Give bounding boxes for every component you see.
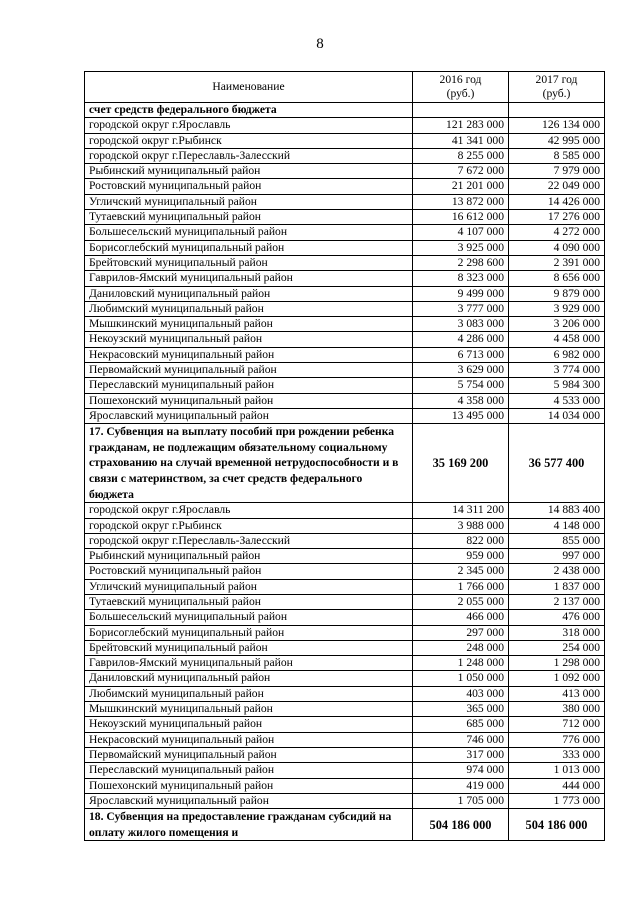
row-value-2017: 476 000 (509, 610, 605, 625)
row-value-2016: 317 000 (413, 747, 509, 762)
row-value-2016: 466 000 (413, 610, 509, 625)
table-row (85, 271, 605, 286)
table-row (85, 133, 605, 148)
row-name: Первомайский муниципальный район (85, 747, 413, 762)
row-value-2016: 41 341 000 (413, 133, 509, 148)
section-total-2016: 504 186 000 (413, 809, 509, 841)
row-value-2017: 1 092 000 (509, 671, 605, 686)
row-value-2016: 2 345 000 (413, 564, 509, 579)
row-name: Большесельский муниципальный район (85, 610, 413, 625)
row-value-2016: 5 754 000 (413, 378, 509, 393)
row-value-2016: 822 000 (413, 533, 509, 548)
row-name: Борисоглебский муниципальный район (85, 625, 413, 640)
row-name: Некоузский муниципальный район (85, 717, 413, 732)
row-name: Ярославский муниципальный район (85, 793, 413, 808)
row-name: Пошехонский муниципальный район (85, 778, 413, 793)
table-row (85, 778, 605, 793)
row-name: Брейтовский муниципальный район (85, 255, 413, 270)
section-16-tail: счет средств федерального бюджета (85, 103, 413, 118)
row-name: Большесельский муниципальный район (85, 225, 413, 240)
section-title: 18. Субвенция на предоставление гражданам субсидий на оплату жилого помещения и (85, 809, 413, 841)
row-name: городской округ г.Переславль-Залесский (85, 533, 413, 548)
row-value-2016: 8 323 000 (413, 271, 509, 286)
row-value-2016: 3 777 000 (413, 301, 509, 316)
row-value-2016: 4 286 000 (413, 332, 509, 347)
row-value-2017: 3 929 000 (509, 301, 605, 316)
table-row (85, 210, 605, 225)
row-value-2017: 1 773 000 (509, 793, 605, 808)
row-value-2016: 2 055 000 (413, 594, 509, 609)
row-value-2017: 17 276 000 (509, 210, 605, 225)
row-value-2017: 4 272 000 (509, 225, 605, 240)
row-value-2016: 3 988 000 (413, 518, 509, 533)
row-value-2016: 685 000 (413, 717, 509, 732)
row-value-2017: 1 837 000 (509, 579, 605, 594)
section-16-tail-row (85, 103, 605, 118)
row-value-2016: 974 000 (413, 763, 509, 778)
row-name: Переславский муниципальный район (85, 763, 413, 778)
section-17-row (85, 424, 605, 503)
row-name: Любимский муниципальный район (85, 301, 413, 316)
row-name: Ростовский муниципальный район (85, 179, 413, 194)
row-name: Даниловский муниципальный район (85, 671, 413, 686)
table-row (85, 164, 605, 179)
table-row (85, 317, 605, 332)
row-name: Переславский муниципальный район (85, 378, 413, 393)
row-value-2017: 4 533 000 (509, 393, 605, 408)
row-name: городской округ г.Рыбинск (85, 133, 413, 148)
table-row (85, 240, 605, 255)
row-value-2017: 14 426 000 (509, 194, 605, 209)
row-value-2016: 4 107 000 (413, 225, 509, 240)
row-value-2017: 997 000 (509, 549, 605, 564)
table-row (85, 717, 605, 732)
column-header-2017: 2017 год (руб.) (509, 72, 605, 103)
row-name: Даниловский муниципальный район (85, 286, 413, 301)
row-value-2016: 248 000 (413, 640, 509, 655)
row-value-2017: 5 984 300 (509, 378, 605, 393)
table-row (85, 301, 605, 316)
table-row (85, 518, 605, 533)
row-value-2017: 2 391 000 (509, 255, 605, 270)
row-value-2016: 365 000 (413, 702, 509, 717)
row-value-2017: 1 298 000 (509, 656, 605, 671)
row-name: Некоузский муниципальный район (85, 332, 413, 347)
table-row (85, 533, 605, 548)
row-value-2017: 855 000 (509, 533, 605, 548)
row-value-2016: 16 612 000 (413, 210, 509, 225)
row-value-2016: 746 000 (413, 732, 509, 747)
row-value-2017: 42 995 000 (509, 133, 605, 148)
column-header-2016: 2016 год (руб.) (413, 72, 509, 103)
row-value-2016: 1 248 000 (413, 656, 509, 671)
table-row (85, 332, 605, 347)
table-row (85, 393, 605, 408)
row-value-2016: 403 000 (413, 686, 509, 701)
row-value-2017: 333 000 (509, 747, 605, 762)
row-name: городской округ г.Переславль-Залесский (85, 148, 413, 163)
table-row (85, 148, 605, 163)
row-value-2017: 380 000 (509, 702, 605, 717)
row-value-2016: 1 050 000 (413, 671, 509, 686)
row-value-2017: 712 000 (509, 717, 605, 732)
row-value-2017: 2 438 000 (509, 564, 605, 579)
row-value-2016: 3 083 000 (413, 317, 509, 332)
table-row (85, 732, 605, 747)
row-value-2017: 413 000 (509, 686, 605, 701)
row-value-2017: 7 979 000 (509, 164, 605, 179)
row-value-2016: 7 672 000 (413, 164, 509, 179)
row-value-2017: 2 137 000 (509, 594, 605, 609)
row-value-2017: 3 206 000 (509, 317, 605, 332)
column-header-name: Наименование (85, 72, 413, 103)
row-name: Тутаевский муниципальный район (85, 594, 413, 609)
page-number: 8 (316, 36, 324, 52)
row-name: Борисоглебский муниципальный район (85, 240, 413, 255)
row-value-2016: 121 283 000 (413, 118, 509, 133)
table-row (85, 686, 605, 701)
table-row (85, 747, 605, 762)
row-name: Угличский муниципальный район (85, 194, 413, 209)
row-name: Пошехонский муниципальный район (85, 393, 413, 408)
row-name: Брейтовский муниципальный район (85, 640, 413, 655)
row-value-2017: 776 000 (509, 732, 605, 747)
row-name: Мышкинский муниципальный район (85, 702, 413, 717)
row-name: Первомайский муниципальный район (85, 363, 413, 378)
row-value-2017: 444 000 (509, 778, 605, 793)
row-name: Некрасовский муниципальный район (85, 347, 413, 362)
row-value-2016: 13 872 000 (413, 194, 509, 209)
section-title: 17. Субвенция на выплату пособий при рождении ребенка гражданам, не подлежащим обязательному социальному страхованию на случай временной нетрудоспособности и в связи с материнством, за счет средств федерального бюджета (85, 424, 413, 503)
table-row (85, 579, 605, 594)
row-value-2016: 14 311 200 (413, 503, 509, 518)
table-row (85, 503, 605, 518)
table-body (85, 103, 605, 841)
table-row (85, 225, 605, 240)
row-name: городской округ г.Ярославль (85, 503, 413, 518)
row-name: Рыбинский муниципальный район (85, 164, 413, 179)
table-row (85, 363, 605, 378)
row-value-2016: 1 705 000 (413, 793, 509, 808)
row-value-2016: 8 255 000 (413, 148, 509, 163)
row-name: Любимский муниципальный район (85, 686, 413, 701)
row-value-2017: 14 883 400 (509, 503, 605, 518)
row-value-2017: 4 148 000 (509, 518, 605, 533)
row-name: Ярославский муниципальный район (85, 408, 413, 423)
row-value-2017: 8 656 000 (509, 271, 605, 286)
table-row (85, 408, 605, 423)
section-18-row (85, 809, 605, 841)
row-value-2017: 14 034 000 (509, 408, 605, 423)
table-row (85, 640, 605, 655)
table-row (85, 194, 605, 209)
table-row (85, 179, 605, 194)
row-value-2017: 22 049 000 (509, 179, 605, 194)
table-row (85, 702, 605, 717)
row-name: городской округ г.Рыбинск (85, 518, 413, 533)
row-value-2017: 8 585 000 (509, 148, 605, 163)
section-total-2016: 35 169 200 (413, 424, 509, 503)
row-value-2016: 3 629 000 (413, 363, 509, 378)
row-value-2016: 2 298 600 (413, 255, 509, 270)
row-value-2016: 9 499 000 (413, 286, 509, 301)
row-value-2016: 21 201 000 (413, 179, 509, 194)
row-name: Ростовский муниципальный район (85, 564, 413, 579)
row-value-2017: 6 982 000 (509, 347, 605, 362)
row-value-2016: 297 000 (413, 625, 509, 640)
row-value-2017: 254 000 (509, 640, 605, 655)
table-row (85, 549, 605, 564)
row-value-2017: 4 090 000 (509, 240, 605, 255)
table-row (85, 118, 605, 133)
row-value-2016: 6 713 000 (413, 347, 509, 362)
row-name: Гаврилов-Ямский муниципальный район (85, 656, 413, 671)
table-row (85, 656, 605, 671)
row-value-2017: 318 000 (509, 625, 605, 640)
row-value-2017: 1 013 000 (509, 763, 605, 778)
table-row (85, 671, 605, 686)
row-name: городской округ г.Ярославль (85, 118, 413, 133)
table-row (85, 286, 605, 301)
row-value-2016: 419 000 (413, 778, 509, 793)
table-row (85, 625, 605, 640)
row-name: Тутаевский муниципальный район (85, 210, 413, 225)
row-name: Гаврилов-Ямский муниципальный район (85, 271, 413, 286)
table-row (85, 255, 605, 270)
row-value-2016: 1 766 000 (413, 579, 509, 594)
table-row (85, 763, 605, 778)
row-value-2016: 4 358 000 (413, 393, 509, 408)
row-name: Мышкинский муниципальный район (85, 317, 413, 332)
row-value-2016: 959 000 (413, 549, 509, 564)
row-name: Угличский муниципальный район (85, 579, 413, 594)
table-row (85, 347, 605, 362)
row-value-2017: 4 458 000 (509, 332, 605, 347)
table-header-row (85, 72, 605, 103)
row-value-2017: 9 879 000 (509, 286, 605, 301)
row-value-2016: 3 925 000 (413, 240, 509, 255)
row-name: Некрасовский муниципальный район (85, 732, 413, 747)
table-row (85, 378, 605, 393)
budget-table (84, 71, 605, 841)
row-value-2017: 3 774 000 (509, 363, 605, 378)
table-row (85, 610, 605, 625)
row-value-2017: 126 134 000 (509, 118, 605, 133)
row-value-2016: 13 495 000 (413, 408, 509, 423)
table-row (85, 594, 605, 609)
table-row (85, 793, 605, 808)
section-total-2017: 36 577 400 (509, 424, 605, 503)
row-name: Рыбинский муниципальный район (85, 549, 413, 564)
section-total-2017: 504 186 000 (509, 809, 605, 841)
table-row (85, 564, 605, 579)
